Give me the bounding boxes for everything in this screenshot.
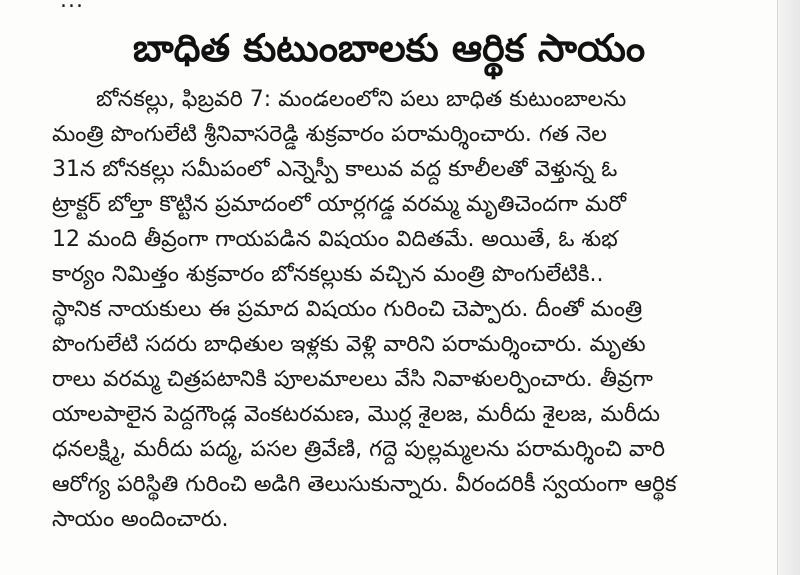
- body-line: బోనకల్లు, ఫిబ్రవరి 7: మండలంలోని పలు బాధిత కుటుంబాలను: [96, 87, 627, 112]
- body-line: స్థానిక నాయకులు ఈ ప్రమాద విషయం గురించి చెప్పారు. దీంతో మంత్రి: [52, 297, 643, 322]
- body-line: మంత్రి పొంగులేటి శ్రీనివాసరెడ్డి శుక్రవారం పరామర్శించారు. గత నెల: [52, 122, 607, 147]
- previous-article-cut-text: ...: [60, 0, 84, 13]
- article-headline: బాధిత కుటుంబాలకు ఆర్థిక సాయం: [132, 26, 646, 70]
- body-line: 31న బోనకల్లు సమీపంలో ఎన్నెస్పీ కాలువ వద్ద కూలీలతో వెళ్తున్న ఓ: [52, 157, 618, 182]
- body-line: పొంగులేటి సదరు బాధితుల ఇళ్లకు వెళ్లి వారిని పరామర్శించారు. మృతు: [52, 332, 646, 357]
- body-line: ధనలక్ష్మి, మరీదు పద్మ, పసల త్రివేణి, గద్దె పుల్లమ్మలను పరామర్శించి వారి: [52, 437, 666, 462]
- body-line: యాలపాలైన పెద్దగౌండ్ల వెంకటరమణ, మొర్ల శైలజ, మరీదు శైలజ, మరీదు: [52, 402, 661, 427]
- body-line: రాలు వరమ్మ చిత్రపటానికి పూలమాలలు వేసి నివాళులర్పించారు. తీవ్రగా: [52, 367, 653, 392]
- page-edge: [777, 0, 800, 575]
- body-line: 12 మంది తీవ్రంగా గాయపడిన విషయం విదితమే. అయితే, ఓ శుభ: [52, 227, 618, 252]
- article-body: [52, 82, 752, 537]
- body-line: ఆరోగ్య పరిస్థితి గురించి అడిగి తెలుసుకున్నారు. వీరందరికీ స్వయంగా ఆర్థిక: [52, 472, 677, 497]
- body-line: ట్రాక్టర్ బోల్తా కొట్టిన ప్రమాదంలో యార్లగడ్డ వరమ్మ మృతిచెందగా మరో: [52, 192, 627, 217]
- body-line: కార్యం నిమిత్తం శుక్రవారం బోనకల్లుకు వచ్చిన మంత్రి పొంగులేటికి..: [52, 262, 604, 287]
- body-line: సాయం అందించారు.: [52, 507, 229, 532]
